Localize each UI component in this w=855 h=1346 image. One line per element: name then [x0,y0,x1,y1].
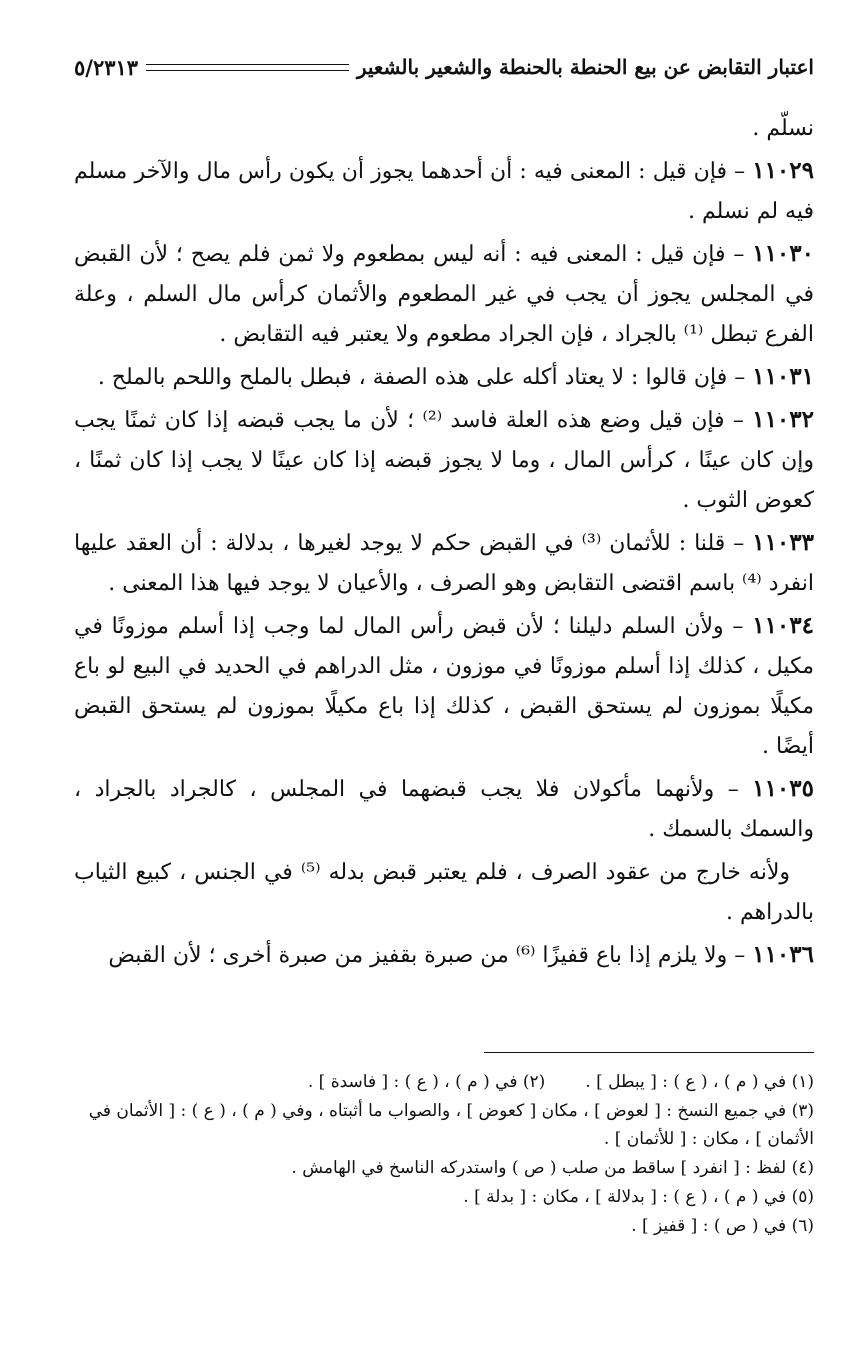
footnote-3: (٣) في جميع النسخ : [ لعوض ] ، مكان [ كعوض ] ، والصواب ما أثبتاه ، وفي ( م ) ، ( ع ) : [ الأثمان في الأثمان ] ، مكان : [ للأثمان ] . [88,1101,814,1149]
paragraph [74,935,814,976]
paragraph-text: – فإن قيل وضع هذه العلة فاسد ⁽²⁾ ؛ لأن ما يجب قبضه إذا كان ثمنًا يجب وإن كان عينًا ، كرأس المال ، وما لا يجوز قبضه إذا كان عينًا لا يجب إذا كان ثمنًا ، كعوض الثوب . [74,408,814,513]
footnote-row [74,1068,814,1096]
header-title: اعتبار التقابض عن بيع الحنطة بالحنطة والشعير بالشعير [356,55,814,79]
paragraph-number: ١١٠٣٦ [752,941,814,968]
paragraph [74,400,814,521]
paragraph-text: – فإن قيل : المعنى فيه : أنه ليس بمطعوم ولا ثمن فلم يصح ؛ لأن القبض في المجلس يجوز أن يجب في غير المطعوم والأثمان كرأس مال السلم ، وعلة الفرع تبطل ⁽¹⁾ بالجراد ، فإن الجراد مطعوم ولا يعتبر فيه التقابض . [74,242,814,347]
paragraph-text: – قلنا : للأثمان ⁽³⁾ في القبض حكم لا يوجد لغيرها ، بدلالة : أن العقد عليها انفرد ⁽⁴⁾ باسم اقتضى التقابض وهو الصرف ، والأعيان لا يوجد فيها هذا المعنى . [74,531,814,596]
footnote-1: (١) في ( م ) ، ( ع ) : [ يبطل ] . [585,1072,814,1092]
paragraph-number: ١١٠٣١ [752,363,814,390]
paragraph-text: – ولا يلزم إذا باع قفيزًا ⁽⁶⁾ من صبرة بقفيز من صبرة أخرى ؛ لأن القبض [108,943,753,968]
paragraph [74,357,814,398]
footnote-separator [484,1052,814,1053]
paragraph [74,852,814,933]
paragraph-text: – ولأنهما مأكولان فلا يجب قبضهما في المجلس ، كالجراد بالجراد ، والسمك بالسمك . [74,777,814,842]
running-header [74,50,814,84]
paragraph [74,151,814,232]
footnotes [74,1068,814,1241]
paragraph-text: ولأنه خارج من عقود الصرف ، فلم يعتبر قبض بدله ⁽⁵⁾ في الجنس ، كبيع الثياب بالدراهم . [74,860,814,925]
paragraph-number: ١١٠٣٤ [752,612,814,639]
paragraph-text: – ولأن السلم دليلنا ؛ لأن قبض رأس المال لما وجب إذا أسلم موزونًا في مكيل ، كذلك إذا أسلم موزونًا في موزون ، مثل الدراهم في الحديد في البيع لو باع مكيلًا بموزون لم يستحق القبض ، كذلك إذا باع مكيلًا بموزون لم يستحق القبض أيضًا . [74,614,814,759]
paragraph-text: نسلّم . [752,116,814,141]
paragraph-number: ١١٠٣٣ [752,529,814,556]
page-number: ٥/٢٣١٣ [74,54,139,80]
paragraph [74,234,814,355]
footnote-6: (٦) في ( ص ) : [ قفيز ] . [631,1216,814,1236]
paragraph-number: ١١٠٣٢ [752,406,814,433]
header-double-rule [146,64,349,71]
paragraph-number: ١١٠٣٠ [752,240,814,267]
paragraph [74,108,814,149]
paragraph-number: ١١٠٣٥ [752,775,814,802]
paragraph [74,769,814,850]
main-text [74,108,814,978]
footnote-2: (٢) في ( م ) ، ( ع ) : [ فاسدة ] . [307,1072,546,1092]
paragraph [74,523,814,604]
paragraph-text: – فإن قيل : المعنى فيه : أن أحدهما يجوز أن يكون رأس مال والآخر مسلم فيه لم نسلم . [74,159,814,224]
paragraph-text: – فإن قالوا : لا يعتاد أكله على هذه الصفة ، فبطل بالملح واللحم بالملح . [97,365,753,390]
footnote-5: (٥) في ( م ) ، ( ع ) : [ بدلالة ] ، مكان : [ بدلة ] . [463,1187,814,1207]
footnote-4: (٤) لفظ : [ انفرد ] ساقط من صلب ( ص ) واستدركه الناسخ في الهامش . [291,1158,814,1178]
paragraph [74,606,814,767]
paragraph-number: ١١٠٢٩ [752,157,814,184]
